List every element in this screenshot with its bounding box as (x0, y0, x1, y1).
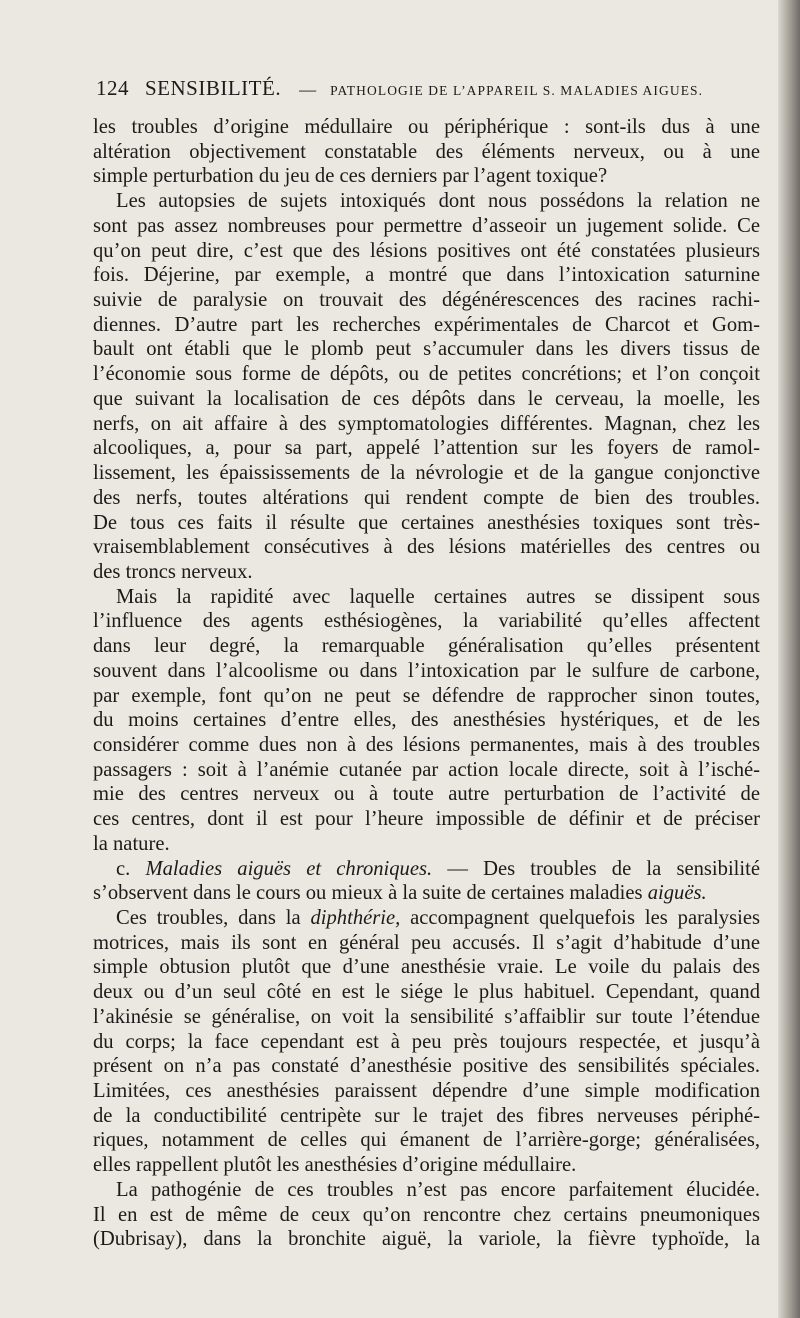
text-line: qu’on peut dire, c’est que des lésions positives ont été constatées plusieurs (93, 239, 760, 262)
running-header (96, 76, 776, 101)
diphtheria-suffix: accompagnent quelquefois les paralysies (410, 907, 760, 929)
text-line: riques, notamment de celles qui émanent de l’arrière-gorge; généralisées, (93, 1129, 760, 1152)
text-line: l’akinésie se généralise, on voit la sensibilité s’affaiblir sur toute l’étendue (93, 1005, 760, 1028)
text-line: passagers : soit à l’anémie cutanée par action locale directe, soit à l’isché- (93, 758, 760, 781)
text-line: Les autopsies de sujets intoxiqués dont nous possédons la relation ne (116, 190, 760, 213)
diphtheria-prefix: Ces troubles, dans la (116, 907, 301, 929)
text-line: nerfs, on ait affaire à des symptomatologies différentes. Magnan, chez les (93, 412, 760, 435)
text-line: souvent dans l’alcoolisme ou dans l’intoxication par le sulfure de carbone, (93, 659, 760, 682)
text-line: mie des centres nerveux ou à toute autre perturbation de l’activité de (93, 783, 760, 806)
text-line: des nerfs, toutes altérations qui rendent compte de bien des troubles. (93, 486, 760, 509)
text-line: l’influence des agents esthésiogènes, la variabilité qu’elles affectent (93, 610, 760, 633)
text-line: fois. Déjerine, par exemple, a montré que dans l’intoxication saturnine (93, 264, 760, 287)
text-line: considérer comme dues non à des lésions permanentes, mais à des troubles (93, 733, 760, 756)
text-line: bault ont établi que le plomb peut s’accumuler dans les divers tissus de (93, 338, 760, 361)
section-c-line-2 (93, 881, 760, 906)
text-line: des troncs nerveux. (93, 560, 253, 583)
paragraph-group (93, 115, 760, 857)
text-line: De tous ces faits il résulte que certaines anesthésies toxiques sont très- (93, 511, 760, 534)
section-c-label: c. (116, 857, 131, 880)
diphtheria-first-line (93, 906, 760, 931)
text-line: Il en est de même de ceux qu’on rencontre chez certains pneumoniques (93, 1203, 760, 1226)
section-c-title: Maladies aiguës et chroniques. (145, 857, 433, 880)
diphtheria-italic: diphthérie, (310, 907, 401, 929)
section-c-line-1 (93, 857, 760, 882)
running-title: PATHOLOGIE DE L’APPAREIL S. MALADIES AIGUES. (330, 83, 704, 98)
text-line: Mais la rapidité avec laquelle certaines autres se dissipent sous (116, 585, 760, 608)
header-dash: — (299, 80, 317, 99)
text-line: présent on n’a pas constaté d’anesthésie positive des sensibilités spéciales. (93, 1055, 760, 1078)
text-line: de la conductibilité centripète sur le trajet des fibres nerveuses périphé- (93, 1104, 760, 1127)
text-line: la nature. (93, 832, 170, 855)
text-line: sont pas assez nombreuses pour permettre d’asseoir un jugement solide. Ce (93, 214, 760, 237)
text-line: deux ou d’un seul côté en est le siége le plus habituel. Cependant, quand (93, 981, 760, 1004)
last-paragraph (93, 1178, 760, 1252)
section-c-line-1-rest: — Des troubles de la sensibilité (447, 857, 760, 880)
text-line: vraisemblablement consécutives à des lésions matérielles des centres ou (93, 536, 760, 559)
text-line: Limitées, ces anesthésies paraissent dépendre d’une simple modification (93, 1080, 760, 1103)
section-title: SENSIBILITÉ. (145, 76, 282, 100)
text-line: que suivant la localisation de ces dépôts dans le cerveau, la moelle, les (93, 387, 760, 410)
text-line: alcooliques, a, pour sa part, appelé l’attention sur les foyers de ramol- (93, 437, 760, 460)
text-line: motrices, mais ils sont en général peu accusés. Il s’agit d’habitude d’une (93, 931, 760, 954)
page-gutter-shadow (778, 0, 800, 1318)
text-line: diennes. D’autre part les recherches expérimentales de Charcot et Gom- (93, 313, 760, 336)
text-line: les troubles d’origine médullaire ou périphérique : sont-ils dus à une (93, 116, 760, 138)
text-line: simple obtusion plutôt que d’une anesthésie vraie. Le voile du palais des (93, 956, 760, 979)
text-line: du corps; la face cependant est à peu près toujours respectée, et jusqu’à (93, 1030, 760, 1053)
section-c-line-2-text: s’observent dans le cours ou mieux à la suite de certaines maladies (93, 882, 643, 905)
text-line: elles rappellent plutôt les anesthésies d’origine médullaire. (93, 1154, 577, 1177)
text-line: par exemple, font qu’on ne peut se défendre de rapprocher sinon toutes, (93, 684, 760, 707)
text-line: du moins certaines d’entre elles, des anesthésies hystériques, et de les (93, 709, 760, 732)
text-line: La pathogénie de ces troubles n’est pas encore parfaitement élucidée. (116, 1178, 760, 1201)
text-line: lissement, les épaississements de la névrologie et de la gangue conjonctive (93, 462, 760, 485)
page-number: 124 (96, 76, 129, 100)
text-line: ces centres, dont il est pour l’heure impossible de définir et de préciser (93, 808, 760, 831)
text-line: suivie de paralysie on trouvait des dégénérescences des racines rachi- (93, 289, 760, 312)
text-line: (Dubrisay), dans la bronchite aiguë, la variole, la fièvre typhoïde, la (93, 1228, 760, 1251)
text-line: dans leur degré, la remarquable généralisation qu’elles présentent (93, 635, 760, 658)
text-line: simple perturbation du jeu de ces derniers par l’agent toxique? (93, 165, 608, 188)
section-c-line-2-italic: aiguës. (647, 882, 707, 905)
text-line: altération objectivement constatable des éléments nerveux, ou à une (93, 140, 760, 163)
text-line: l’économie sous forme de dépôts, ou de petites concrétions; et l’on conçoit (93, 363, 760, 386)
body-text (93, 115, 760, 1252)
diphtheria-paragraph (93, 931, 760, 1178)
